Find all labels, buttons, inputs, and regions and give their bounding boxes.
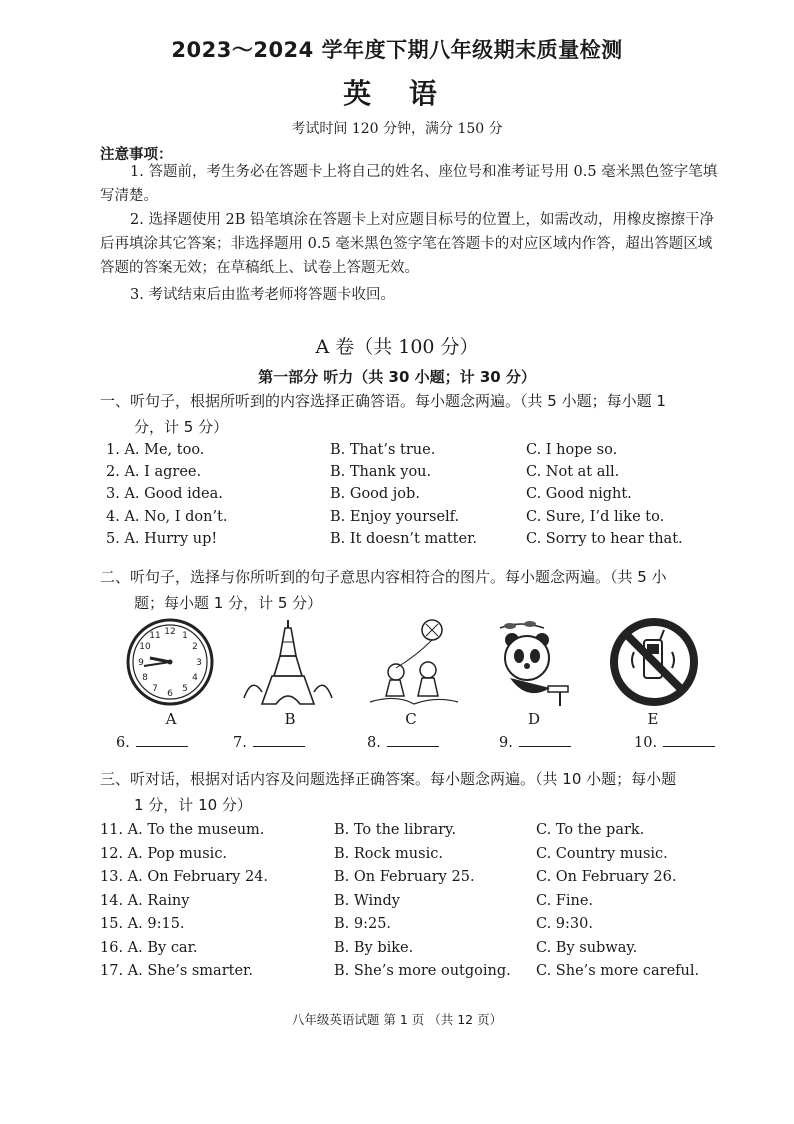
- blank-number: 10.: [634, 735, 658, 751]
- option-b: B. Enjoy yourself.: [330, 509, 460, 525]
- svg-text:11: 11: [149, 631, 161, 641]
- no-phone-icon: [606, 616, 702, 712]
- q1-heading: [100, 388, 750, 440]
- kids-kite-icon: [366, 616, 462, 712]
- question-row: [100, 916, 740, 938]
- question-row: [100, 869, 740, 891]
- question-row: [106, 531, 746, 553]
- option-a: 3. A. Good idea.: [106, 486, 223, 502]
- q2-heading-line2: 题；每小题 1 分，计 5 分）: [134, 594, 323, 612]
- option-b: B. It doesn’t matter.: [330, 531, 478, 547]
- blank-number: 7.: [233, 735, 247, 751]
- option-a: 15. A. 9:15.: [100, 916, 185, 932]
- option-b: B. She’s more outgoing.: [334, 963, 511, 979]
- option-b: B. Rock music.: [334, 846, 443, 862]
- option-c: C. Not at all.: [526, 464, 620, 480]
- option-c: C. Sure, I’d like to.: [526, 509, 665, 525]
- exam-title: 2023～2024 学年度下期八年级期末质量检测: [171, 38, 623, 62]
- exam-time-info: 考试时间 120 分钟，满分 150 分: [291, 121, 503, 137]
- q3-heading: [100, 766, 750, 818]
- picture-label-b: B: [284, 710, 296, 728]
- option-c: C. On February 26.: [536, 869, 677, 885]
- option-a: 17. A. She’s smarter.: [100, 963, 253, 979]
- option-b: B. Windy: [334, 893, 400, 909]
- panda-icon: [490, 616, 586, 712]
- option-c: C. Country music.: [536, 846, 668, 862]
- blank-line: [253, 734, 305, 747]
- blank-line: [663, 734, 715, 747]
- question-row: [106, 442, 746, 464]
- option-c: C. Fine.: [536, 893, 594, 909]
- question-row: [100, 940, 740, 962]
- answer-blank-8[interactable]: [367, 734, 439, 751]
- svg-text:9: 9: [138, 658, 144, 668]
- q1-heading-line1: 一、听句子，根据所听到的内容选择正确答语。每小题念两遍。（共 5 小题；每小题 1: [100, 392, 666, 410]
- svg-text:1: 1: [182, 631, 188, 641]
- option-a: 14. A. Rainy: [100, 893, 190, 909]
- blank-line: [136, 734, 188, 747]
- notice-item-2: 2. 选择题使用 2B 铅笔填涂在答题卡上对应题目标号的位置上，如需改动，用橡皮擦擦干净后再填涂其它答案；非选择题用 0.5 毫米黑色签字笔在答题卡的对应区域内作答，超出答题区域答题的答案无效；在草稿纸上、试卷上答题无效。: [100, 212, 715, 276]
- svg-text:12: 12: [164, 627, 176, 637]
- option-b: B. By bike.: [334, 940, 414, 956]
- notice-heading: 注意事项：: [100, 147, 173, 163]
- question-row: [106, 486, 746, 508]
- question-row: [100, 846, 740, 868]
- option-b: B. That’s true.: [330, 442, 436, 458]
- eiffel-tower-icon: [240, 616, 336, 712]
- notice-item-3: 3. 考试结束后由监考老师将答题卡收回。: [130, 287, 395, 303]
- option-c: C. Sorry to hear that.: [526, 531, 683, 547]
- question-row: [106, 464, 746, 486]
- option-c: C. 9:30.: [536, 916, 593, 932]
- option-a: 12. A. Pop music.: [100, 846, 228, 862]
- option-a: 5. A. Hurry up!: [106, 531, 218, 547]
- option-c: C. By subway.: [536, 940, 638, 956]
- blank-number: 9.: [499, 735, 513, 751]
- option-a: 11. A. To the museum.: [100, 822, 265, 838]
- picture-label-d: D: [527, 710, 541, 728]
- svg-text:4: 4: [192, 673, 198, 683]
- answer-blank-7[interactable]: [233, 734, 305, 751]
- option-c: C. She’s more careful.: [536, 963, 700, 979]
- part1-title: 第一部分 听力（共 30 小题；计 30 分）: [258, 368, 536, 386]
- option-b: B. To the library.: [334, 822, 457, 838]
- svg-text:8: 8: [142, 673, 148, 683]
- picture-label-e: E: [647, 710, 659, 728]
- q2-heading-line1: 二、听句子，选择与你所听到的句子意思内容相符合的图片。每小题念两遍。（共 5 小: [100, 568, 667, 586]
- question-row: [100, 963, 740, 985]
- option-a: 4. A. No, I don’t.: [106, 509, 228, 525]
- option-a: 16. A. By car.: [100, 940, 198, 956]
- clock-icon: [122, 616, 218, 712]
- subject-title: 英 语: [343, 77, 451, 110]
- svg-text:2: 2: [192, 642, 198, 652]
- blank-line: [519, 734, 571, 747]
- q1-heading-line2: 分，计 5 分）: [134, 418, 229, 436]
- option-c: C. I hope so.: [526, 442, 618, 458]
- svg-text:10: 10: [139, 642, 151, 652]
- svg-text:3: 3: [196, 658, 202, 668]
- question-row: [106, 509, 746, 531]
- blank-number: 6.: [116, 735, 130, 751]
- q3-heading-line1: 三、听对话，根据对话内容及问题选择正确答案。每小题念两遍。（共 10 小题；每小题: [100, 770, 677, 788]
- q2-heading: [100, 564, 750, 616]
- option-b: B. On February 25.: [334, 869, 475, 885]
- page-footer: 八年级英语试题 第 1 页 （共 12 页）: [291, 1012, 503, 1027]
- answer-blank-9[interactable]: [499, 734, 571, 751]
- blank-number: 8.: [367, 735, 381, 751]
- blank-line: [387, 734, 439, 747]
- option-a: 1. A. Me, too.: [106, 442, 205, 458]
- question-row: [100, 822, 740, 844]
- answer-blank-10[interactable]: [634, 734, 715, 751]
- option-a: 13. A. On February 24.: [100, 869, 269, 885]
- question-row: [100, 893, 740, 915]
- option-b: B. Thank you.: [330, 464, 432, 480]
- option-b: B. 9:25.: [334, 916, 392, 932]
- notice-item-1: 1. 答题前，考生务必在答题卡上将自己的姓名、座位号和准考证号用 0.5 毫米黑色签字笔填写清楚。: [100, 164, 718, 204]
- option-b: B. Good job.: [330, 486, 420, 502]
- picture-label-a: A: [165, 710, 177, 728]
- svg-text:7: 7: [152, 684, 158, 694]
- q3-heading-line2: 1 分，计 10 分）: [134, 796, 252, 814]
- answer-blank-6[interactable]: [116, 734, 188, 751]
- svg-text:6: 6: [167, 689, 173, 699]
- picture-label-c: C: [405, 710, 417, 728]
- section-a-title: A 卷（共 100 分）: [315, 336, 479, 358]
- option-c: C. To the park.: [536, 822, 645, 838]
- option-c: C. Good night.: [526, 486, 632, 502]
- option-a: 2. A. I agree.: [106, 464, 202, 480]
- svg-text:5: 5: [182, 684, 188, 694]
